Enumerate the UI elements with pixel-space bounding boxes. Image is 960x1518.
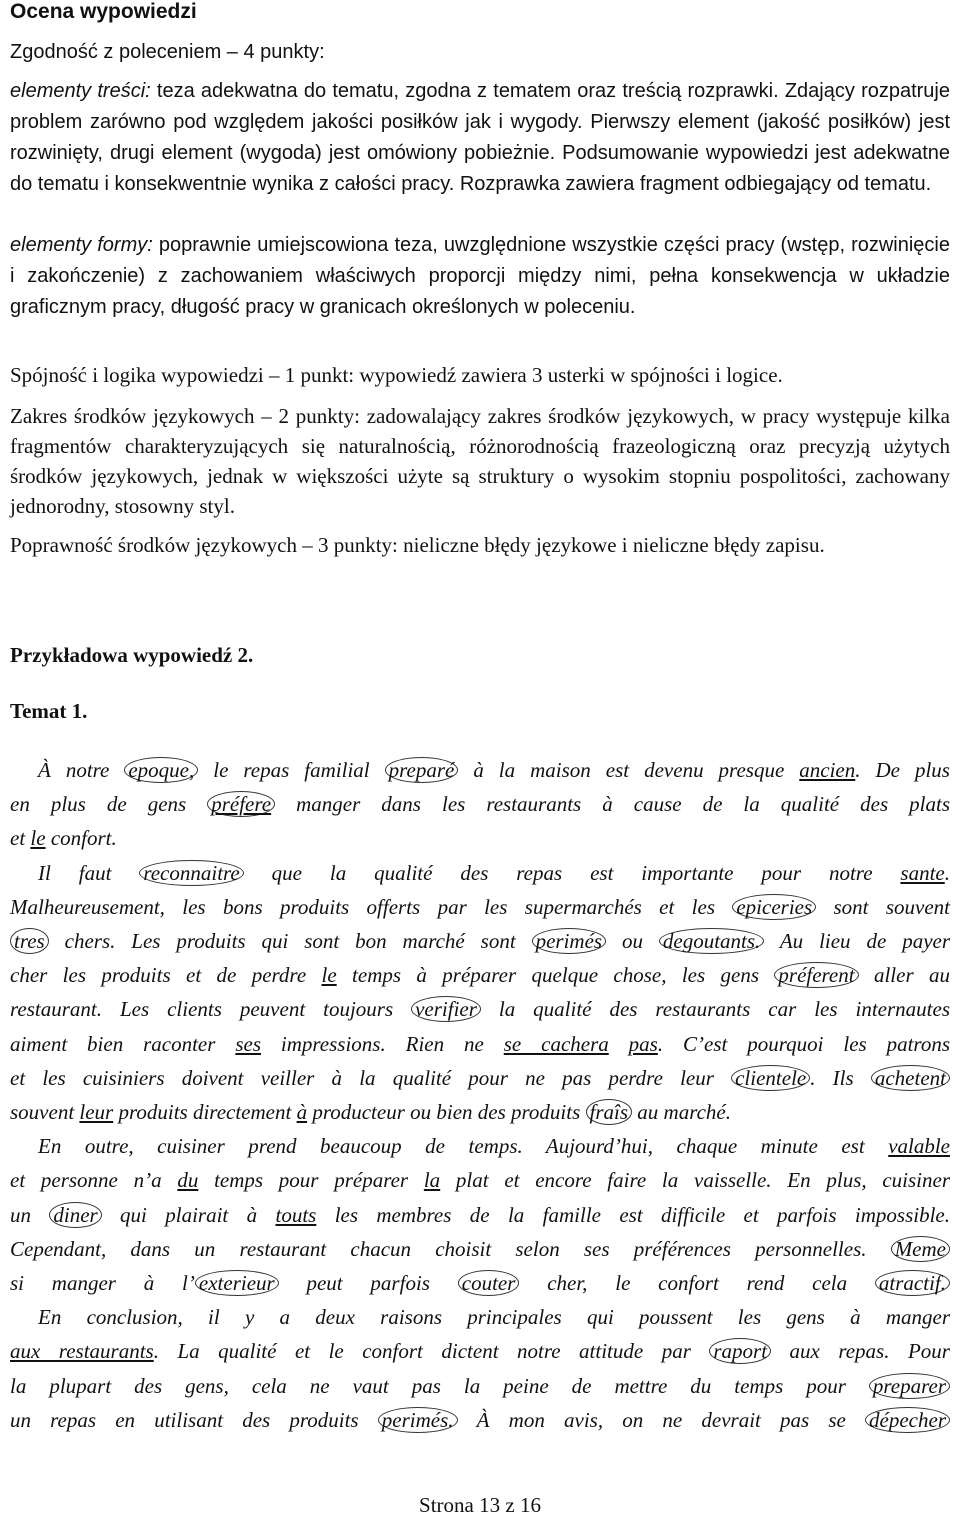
- text-run: aux repas. Pour: [771, 1339, 950, 1364]
- circled-error: préferent: [774, 962, 858, 988]
- circled-error: Meme: [891, 1236, 950, 1262]
- circled-error: preparer: [869, 1373, 950, 1399]
- text-run: la plupart des gens, cela ne vaut pas la peine de mettre du temps pour: [10, 1373, 869, 1398]
- essay-line: [10, 958, 950, 992]
- underlined-error: leur: [79, 1100, 114, 1124]
- text-run: au marché.: [632, 1100, 731, 1124]
- text-run: et: [10, 826, 31, 851]
- essay-line: [10, 821, 950, 855]
- text-run: ou: [606, 929, 659, 953]
- essay-line: [10, 753, 950, 787]
- essay-line: [10, 1129, 950, 1163]
- text-run: . De plus: [855, 758, 950, 782]
- underlined-error: du: [177, 1168, 199, 1193]
- circled-error: epoque,: [124, 757, 198, 783]
- text-run: cher, le confort rend cela: [519, 1271, 875, 1295]
- language-correctness-paragraph: Poprawność środków językowych – 3 punkty: nieliczne błędy językowe i nieliczne błędy zapisu.: [10, 533, 825, 557]
- essay-line: [10, 856, 950, 890]
- circled-error: achetent: [871, 1065, 950, 1091]
- section-heading: Ocena wypowiedzi: [10, 0, 197, 23]
- text-run: Au lieu de payer: [764, 929, 951, 953]
- text-run: le repas familial: [198, 758, 385, 782]
- form-criteria-paragraph: [10, 230, 950, 323]
- text-run: temps pour préparer: [198, 1168, 424, 1193]
- essay-line: [10, 1300, 950, 1334]
- underlined-error: valable: [888, 1134, 950, 1159]
- text-run: à la maison est devenu presque: [458, 758, 800, 782]
- circled-error: epiceries: [732, 894, 816, 920]
- circled-error: préfere: [207, 791, 275, 817]
- circled-error: diner: [49, 1202, 101, 1228]
- text-run: .: [944, 860, 950, 885]
- text-run: En outre, cuisiner prend beaucoup de temps. Aujourd’hui, chaque minute est: [38, 1134, 889, 1159]
- text-run: et personne n’a: [10, 1168, 178, 1193]
- compliance-line: Zgodność z poleceniem – 4 punkty:: [10, 41, 325, 63]
- underlined-error: se cachera: [503, 1031, 609, 1056]
- content-label: elementy treści:: [10, 80, 151, 102]
- text-run: peut parfois: [278, 1271, 458, 1295]
- underlined-error: ses: [235, 1031, 262, 1056]
- essay-line: [10, 1266, 950, 1300]
- text-run: [609, 1032, 629, 1056]
- text-run: temps à préparer quelque chose, les gens: [336, 963, 775, 988]
- underlined-error: aux restaurants: [10, 1339, 154, 1364]
- essay-line: [10, 1232, 950, 1266]
- text-run: À notre: [38, 758, 125, 782]
- circled-error: perimés: [532, 928, 607, 954]
- essay-line: [10, 1369, 950, 1403]
- text-run: . La qualité et le confort dictent notre attitude par: [153, 1339, 710, 1364]
- text-run: chers. Les produits qui sont bon marché sont: [48, 929, 532, 953]
- text-run: Il faut: [38, 860, 140, 885]
- coherence-paragraph: Spójność i logika wypowiedzi – 1 punkt: wypowiedź zawiera 3 usterki w spójności i logice.: [10, 363, 783, 387]
- text-run: manger dans les restaurants à cause de la qualité des plats: [275, 792, 950, 817]
- text-run: restaurant. Les clients peuvent toujours: [10, 997, 412, 1022]
- text-run: producteur ou bien des produits: [307, 1100, 586, 1124]
- text-run: plat et encore faire la vaisselle. En plus, cuisiner: [440, 1168, 951, 1193]
- underlined-error: ancien: [799, 758, 856, 782]
- form-label: elementy formy:: [10, 234, 153, 256]
- text-run: souvent: [10, 1100, 80, 1124]
- essay-line: [10, 1027, 950, 1061]
- circled-error: dépecher: [865, 1407, 950, 1433]
- topic-title: Temat 1.: [10, 699, 88, 723]
- circled-error: perimés.: [378, 1407, 458, 1433]
- text-run: un repas en utilisant des produits: [10, 1407, 378, 1432]
- text-run: impressions. Rien ne: [261, 1031, 504, 1056]
- content-text: teza adekwatna do tematu, zgodna z tematem oraz treścią rozprawki. Zdający rozpatruje problem zarówno pod względem jakości posiłków jak i wygody. Pierwszy element (jakość posiłków) jest rozwinięty, drugi element (wygoda) jest omówiony pobieżnie. Podsumowanie wypowiedzi jest adekwatne do tematu i konsekwentnie wynika z całości pracy. Rozprawka zawiera fragment odbiegający od tematu.: [10, 80, 950, 195]
- essay-line: [10, 890, 950, 924]
- essay-line: [10, 1095, 950, 1129]
- text-run: Malheureusement, les bons produits offerts par les supermarchés et les: [10, 894, 733, 919]
- circled-error: reconnaitre: [139, 860, 243, 886]
- text-run: les membres de la famille est difficile et parfois impossible.: [316, 1202, 950, 1227]
- circled-error: couter: [458, 1270, 520, 1296]
- text-run: . Ils: [810, 1065, 871, 1090]
- essay-line: [10, 1198, 950, 1232]
- circled-error: degoutants.: [659, 928, 764, 954]
- text-run: qui plairait à: [101, 1202, 276, 1227]
- circled-error: atractif.: [875, 1270, 950, 1296]
- text-run: . C’est pourquoi les patrons: [657, 1031, 950, 1056]
- example-title: Przykładowa wypowiedź 2.: [10, 643, 254, 667]
- underlined-error: le: [321, 963, 337, 988]
- essay-line: [10, 1061, 950, 1095]
- underlined-error: touts: [275, 1202, 317, 1227]
- essay-line: [10, 924, 950, 958]
- text-run: sont souvent: [816, 894, 950, 919]
- text-run: Cependant, dans un restaurant chacun choisit selon ses préférences personnelles.: [10, 1236, 891, 1261]
- text-run: et les cuisiniers doivent veiller à la qualité pour ne pas perdre leur: [10, 1065, 732, 1090]
- underlined-error: à: [296, 1100, 308, 1124]
- essay-line: [10, 1403, 950, 1437]
- text-run: À mon avis, on ne devrait pas se: [457, 1407, 866, 1432]
- form-text: poprawnie umiejscowiona teza, uwzględnione wszystkie części pracy (wstęp, rozwinięcie i zakończenie) z zachowaniem właściwych proporcji między nimi, pełna konsekwencja w układzie graficznym pracy, długość pracy w granicach określonych w poleceniu.: [10, 234, 950, 318]
- circled-error: fraîs: [586, 1099, 633, 1125]
- content-criteria-paragraph: [10, 76, 950, 200]
- text-run: aller au: [858, 963, 950, 988]
- essay-line: [10, 1163, 950, 1197]
- circled-error: tres: [10, 928, 49, 954]
- underlined-error: le: [30, 826, 46, 851]
- circled-error: clientele: [731, 1065, 810, 1091]
- underlined-error: la: [423, 1168, 441, 1193]
- underlined-error: sante: [900, 860, 945, 885]
- language-range-paragraph: Zakres środków językowych – 2 punkty: zadowalający zakres środków językowych, w pracy występuje kilka fragmentów charakteryzujących się naturalnością, różnorodnością frazeologiczną oraz precyzją użytych środków językowych, jednak w większości użyte są struktury o wysokim stopniu pospolitości, zachowany jednorodny, stosowny styl.: [10, 404, 950, 518]
- essay-line: [10, 787, 950, 821]
- essay-line: [10, 992, 950, 1026]
- circled-error: exterieur: [195, 1270, 279, 1296]
- text-run: En conclusion, il y a deux raisons principales qui poussent les gens à manger: [38, 1305, 950, 1330]
- text-run: si manger à l’: [10, 1271, 195, 1295]
- essay-line: [10, 1334, 950, 1368]
- text-run: cher les produits et de perdre: [10, 963, 322, 988]
- text-run: la qualité des restaurants car les internautes: [480, 997, 950, 1022]
- underlined-error: pas: [628, 1031, 658, 1056]
- text-run: un: [10, 1202, 50, 1227]
- page-number: Strona 13 z 16: [419, 1493, 541, 1517]
- text-run: produits directement: [113, 1100, 297, 1124]
- text-run: que la qualité des repas est importante pour notre: [243, 860, 901, 885]
- circled-error: preparé: [385, 757, 459, 783]
- text-run: aiment bien raconter: [10, 1031, 236, 1056]
- text-run: en plus de gens: [10, 792, 208, 817]
- circled-error: verifier: [411, 996, 481, 1022]
- text-run: confort.: [45, 826, 117, 851]
- circled-error: raport: [709, 1338, 771, 1364]
